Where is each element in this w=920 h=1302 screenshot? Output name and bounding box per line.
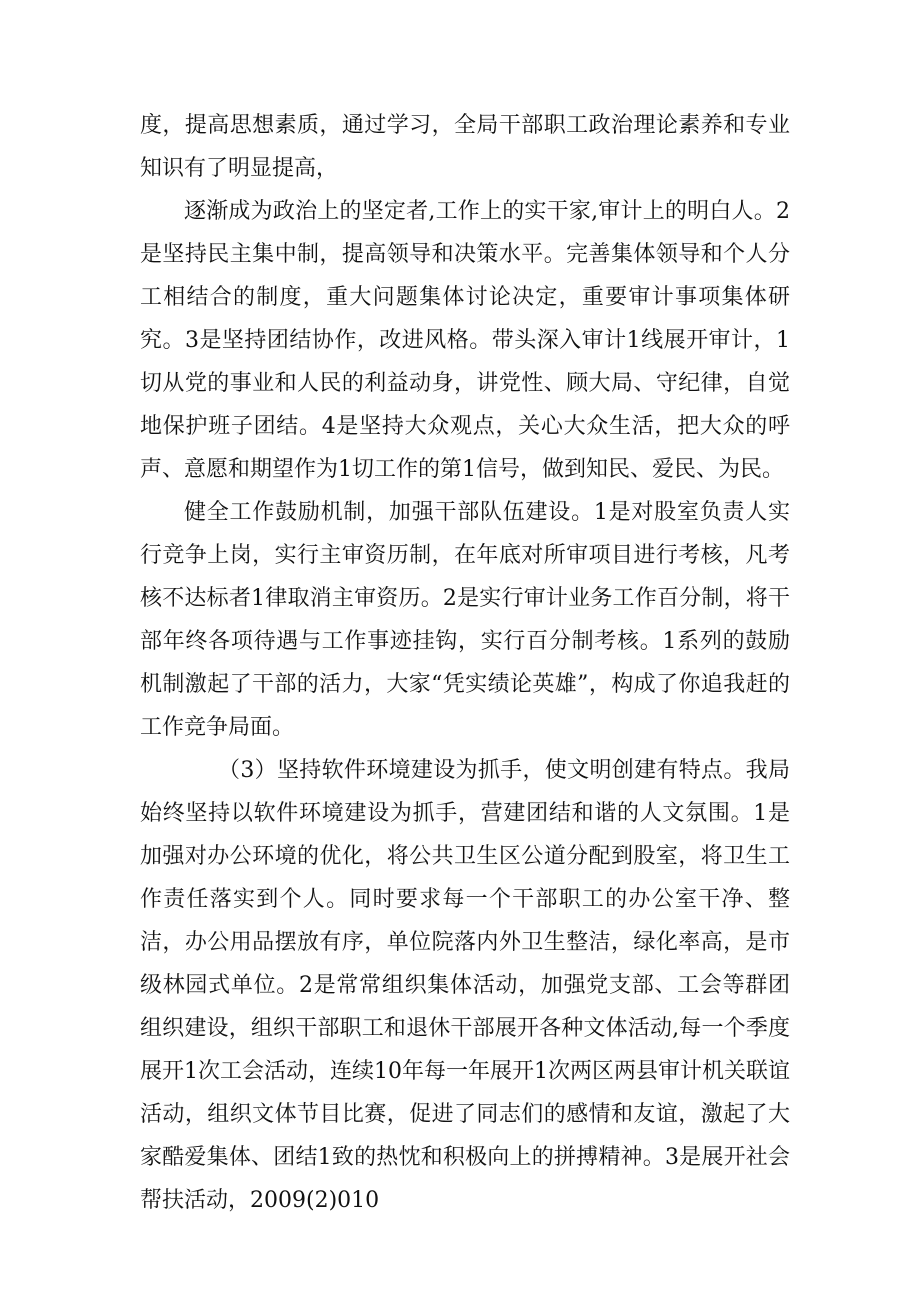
paragraph-incentive-mechanism: 健全工作鼓励机制，加强干部队伍建设。1是对股室负责人实行竞争上岗，实行主审资历制，在年底对所审项目进行考核，凡考核不达标者1律取消主审资历。2是实行审计业务工作百分制，将干部年终各项待遇与工作事迹挂钩，实行百分制考核。1系列的鼓励机制激起了干部的活力，大家“凭实绩论英雄”，构成了你追我赶的工作竞争局面。 (140, 500, 790, 740)
document-body (140, 104, 790, 1222)
paragraph-continuation: 度，提高思想素质，通过学习，全局干部职工政治理论素养和专业知识有了明显提高， (140, 113, 790, 181)
paragraph-software-environment: （3）坚持软件环境建设为抓手，使文明创建有特点。我局始终坚持以软件环境建设为抓手，营建团结和谐的人文氛围。1是加强对办公环境的优化，将公共卫生区公道分配到股室，将卫生工作责任落实到个人。同时要求每一个干部职工的办公室干净、整洁，办公用品摆放有序，单位院落内外卫生整洁，绿化率高，是市级林园式单位。2是常常组织集体活动，加强党支部、工会等群团组织建设，组织干部职工和退休干部展开各种文体活动,每一个季度展开1次工会活动，连续10年每一年展开1次两区两县审计机关联谊活动，组织文体节目比赛，促进了同志们的感情和友谊，激起了大家酷爱集体、团结1致的热忱和积极向上的拼搏精神。3是展开社会帮扶活动，2009(2)010 (140, 758, 790, 1213)
paragraph-leadership: 逐渐成为政治上的坚定者,工作上的实干家,审计上的明白人。2是坚持民主集中制，提高领导和决策水平。完善集体领导和个人分工相结合的制度，重大问题集体讨论决定，重要审计事项集体研究。3是坚持团结协作，改进风格。带头深入审计1线展开审计，1切从党的事业和人民的利益动身，讲党性、顾大局、守纪律，自觉地保护班子团结。4是坚持大众观点，关心大众生活，把大众的呼声、意愿和期望作为1切工作的第1信号，做到知民、爱民、为民。 (140, 199, 790, 482)
